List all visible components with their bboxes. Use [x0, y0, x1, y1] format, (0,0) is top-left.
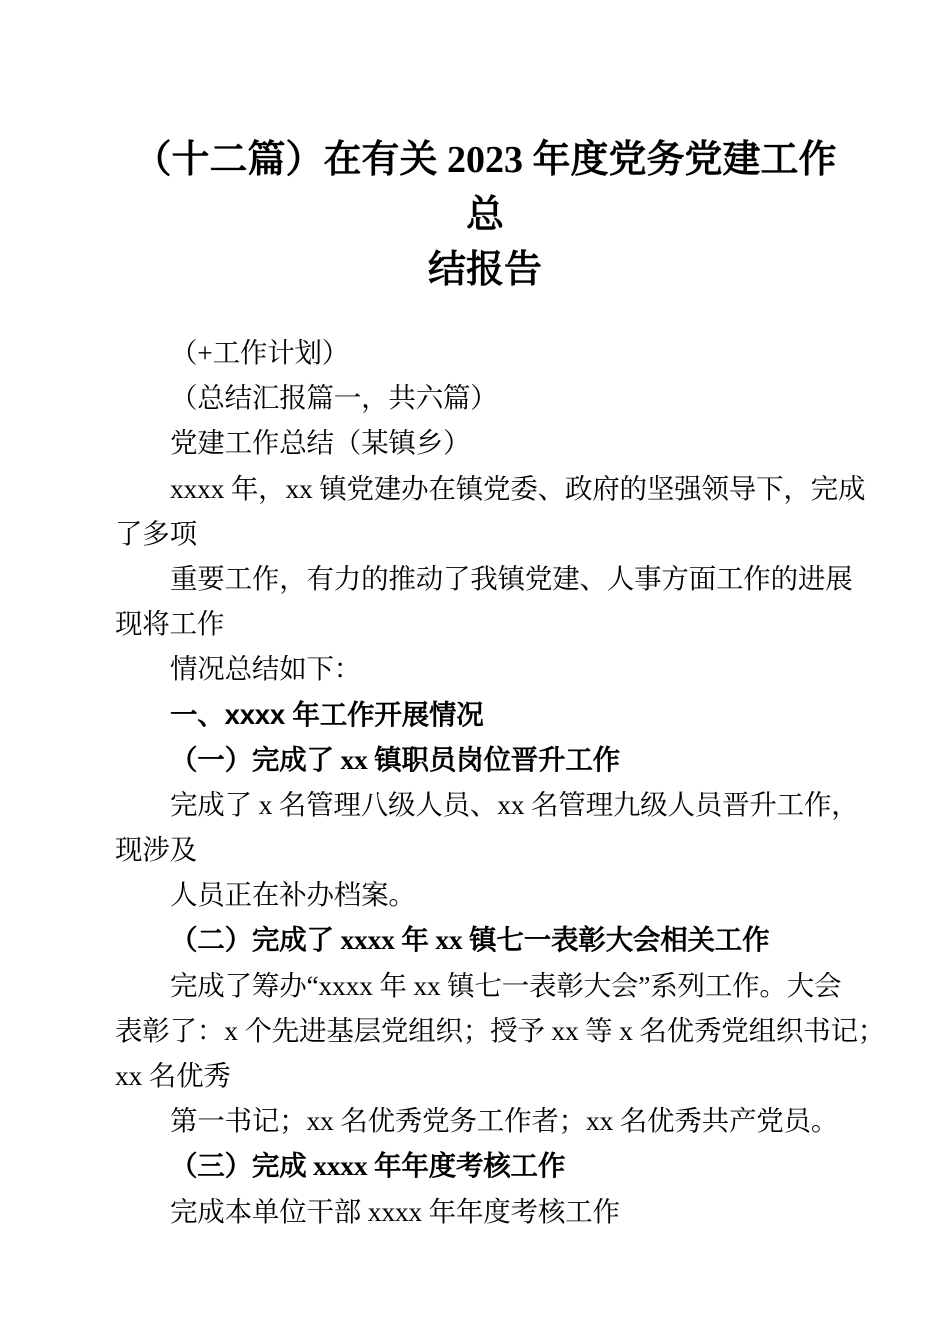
doc-line-intro-2: 了多项	[115, 517, 197, 549]
doc-line-item1-text-1: 完成了 x 名管理八级人员、xx 名管理九级人员晋升工作，	[170, 788, 859, 820]
doc-line-intro-5: 情况总结如下：	[170, 653, 362, 685]
doc-subheading-1: （一）完成了 xx 镇职员岗位晋升工作	[170, 743, 620, 775]
document-title	[0, 133, 950, 298]
document-title-line-2: 结报告	[427, 249, 542, 291]
doc-subheading-2: （二）完成了 xxxx 年 xx 镇七一表彰大会相关工作	[170, 924, 770, 956]
doc-line-item2-text-4: 第一书记；xx 名优秀党务工作者；xx 名优秀共产党员。	[170, 1105, 839, 1137]
doc-line-item2-text-2: 表彰了：x 个先进基层党组织；授予 xx 等 x 名优秀党组织书记；	[115, 1014, 886, 1046]
doc-line-item1-text-3: 人员正在补办档案。	[170, 879, 416, 911]
doc-line-item1-text-2: 现涉及	[115, 834, 197, 866]
doc-line-intro-4: 现将工作	[115, 608, 225, 640]
doc-line-subtitle: 党建工作总结（某镇乡）	[170, 427, 471, 459]
doc-line-work-plan-note: （+工作计划）	[170, 337, 350, 368]
doc-subheading-3: （三）完成 xxxx 年年度考核工作	[170, 1150, 566, 1182]
doc-line-item2-text-3: xx 名优秀	[115, 1060, 231, 1091]
doc-line-item3-text-1: 完成本单位干部 xxxx 年年度考核工作	[170, 1195, 620, 1227]
doc-line-item2-text-1: 完成了筹办“xxxx 年 xx 镇七一表彰大会”系列工作。大会	[170, 969, 842, 1001]
doc-heading-section-1: 一、xxxx 年工作开展情况	[170, 698, 484, 730]
document-title-line-1: （十二篇）在有关 2023 年度党务党建工作总	[133, 139, 837, 236]
doc-line-intro-1: xxxx 年，xx 镇党建办在镇党委、政府的坚强领导下，完成	[170, 472, 866, 504]
doc-line-intro-3: 重要工作，有力的推动了我镇党建、人事方面工作的进展	[170, 562, 853, 594]
document-body	[0, 330, 950, 1234]
doc-line-summary-note: （总结汇报篇一，共六篇）	[170, 382, 498, 414]
